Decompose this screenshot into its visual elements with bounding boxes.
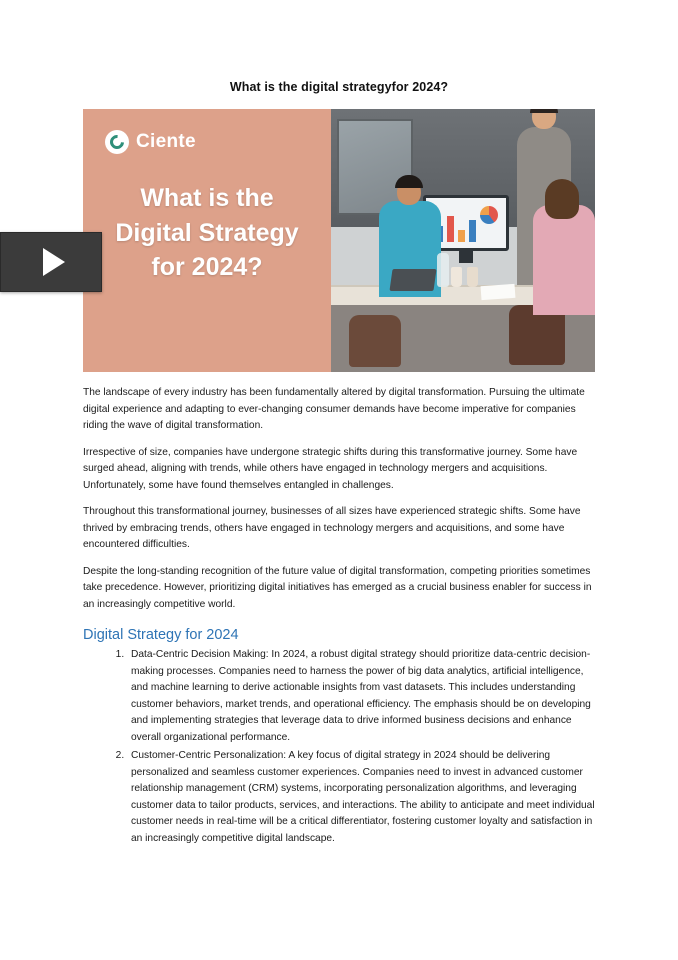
- body-paragraph: Irrespective of size, companies have undergone strategic shifts during this transformative journey. Some have surged ahead, aligning with trends, while others have engaged in technology mergers and acquisitions. Unfortunately, some have found themselves entangled in challenges.: [83, 446, 578, 491]
- scene-person-seated-right: [533, 205, 595, 315]
- section-heading: Digital Strategy for 2024: [83, 627, 239, 644]
- hero-video-banner[interactable]: [83, 109, 595, 372]
- list-item: 1. Data-Centric Decision Making: In 2024, a robust digital strategy should prioritize data-centric decision-making processes. Companies need to harness the power of big data analytics, artificial intelligence, and machine learning to derive actionable insights from vast datasets. This includes understanding customer behaviors, market trends, and operational efficiency. The emphasis should be on developing and implementing strategies that leverage data to drive informed business decisions and enhance overall organizational performance.: [127, 647, 595, 746]
- hero-left-panel: [83, 109, 331, 372]
- body-paragraph: The landscape of every industry has been fundamentally altered by digital transformation. Pursuing the ultimate digital experience and adapting to ever-changing consumer demands have become imperative for companies riding the wave of digital transformation.: [83, 387, 585, 432]
- section-numbered-list: [83, 647, 595, 847]
- scene-monitor-stand: [459, 251, 473, 263]
- page-title: What is the digital strategyfor 2024?: [229, 80, 449, 94]
- hero-headline-line3: for 2024?: [151, 253, 263, 281]
- play-icon: [43, 248, 65, 276]
- hero-headline: [83, 181, 331, 285]
- hero-headline-line1: What is the: [140, 184, 274, 212]
- office-scene-illustration: [331, 109, 595, 372]
- list-item: 2. Customer-Centric Personalization: A key focus of digital strategy in 2024 should be delivering personalized and seamless customer experiences. Companies need to invest in advanced customer relationship management (CRM) systems, incorporating personalization algorithms, and leveraging customer data to tailor products, services, and interactions. The ability to anticipate and meet individual customer needs in real-time will be a critical differentiator, fostering customer loyalty and satisfaction in an increasingly competitive digital landscape.: [127, 748, 595, 847]
- scene-laptop: [389, 269, 436, 291]
- scene-water-bottle: [437, 253, 449, 287]
- video-play-button[interactable]: [0, 232, 102, 292]
- ciente-circle-logo-icon: [105, 130, 129, 154]
- hero-headline-line2: Digital Strategy: [115, 218, 299, 247]
- scene-coffee-cup: [467, 267, 478, 287]
- body-paragraph: Despite the long-standing recognition of the future value of digital transformation, competing priorities sometimes take precedence. However, prioritizing digital initiatives has emerged as a crucial business enabler for success in an increasingly competitive world.: [83, 565, 592, 610]
- hero-photo-office-meeting: [331, 109, 595, 372]
- scene-coffee-cup: [451, 267, 462, 287]
- brand-name: Ciente: [136, 131, 196, 152]
- scene-pie-chart-icon: [480, 206, 498, 224]
- brand-logo: [105, 130, 196, 154]
- scene-papers: [481, 284, 516, 300]
- scene-chair-left: [349, 315, 401, 367]
- body-paragraph: Throughout this transformational journey, businesses of all sizes have experienced strategic shifts. Some have thrived by embracing trends, others have engaged in technology mergers and acquisitions, and some have encountered difficulties.: [83, 506, 581, 551]
- article-body: [83, 385, 595, 847]
